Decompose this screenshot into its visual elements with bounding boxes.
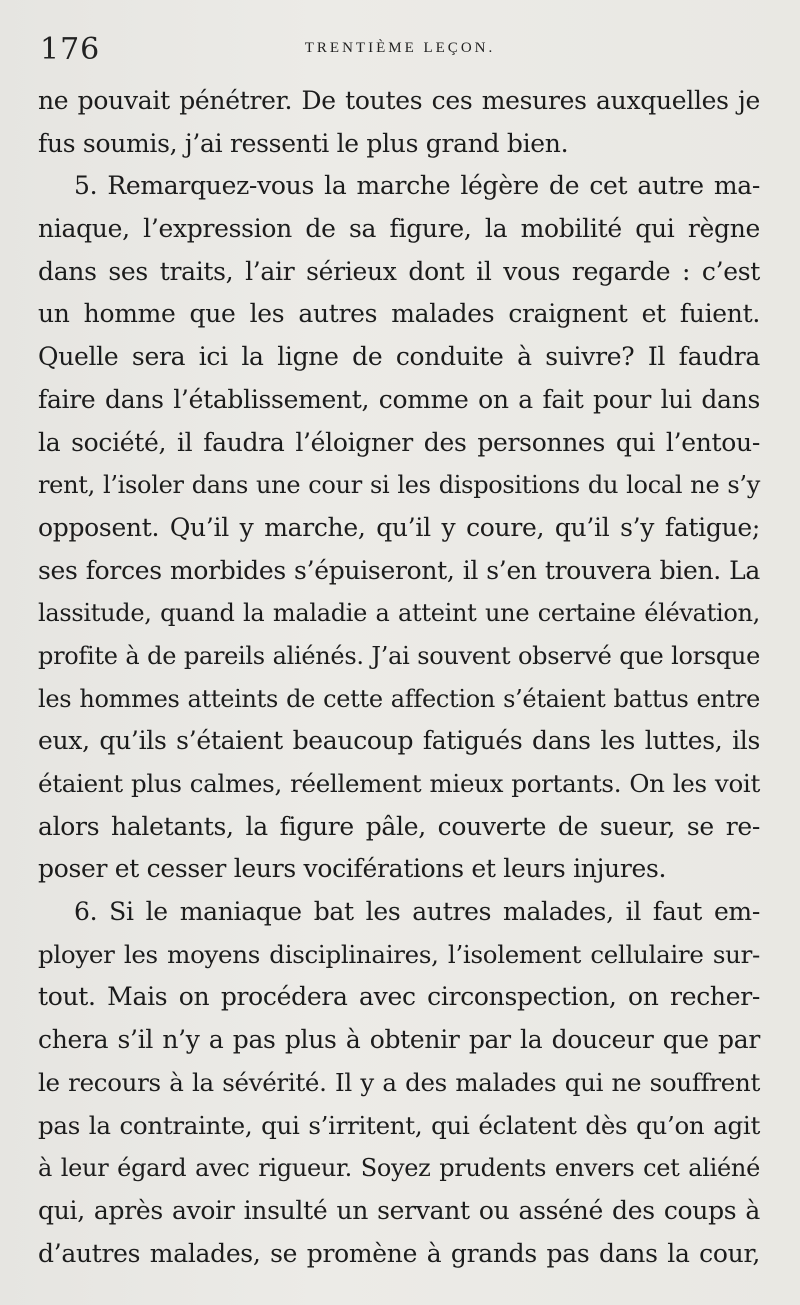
text-line: niaque, l’expression de sa figure, la mobilité qui règne <box>38 214 760 244</box>
text-line: alors haletants, la figure pâle, couverte de sueur, se re- <box>38 811 760 841</box>
text-line: étaient plus calmes, réellement mieux portants. On les voit <box>38 769 760 798</box>
text-line: tout. Mais on procédera avec circonspection, on recher- <box>38 982 760 1012</box>
text-line: poser et cesser leurs vociférations et leurs injures. <box>38 854 667 884</box>
text-line: 6. Si le maniaque bat les autres malades, il faut em- <box>74 897 760 927</box>
text-line: à leur égard avec rigueur. Soyez prudents envers cet aliéné <box>38 1154 760 1183</box>
text-line: ployer les moyens disciplinaires, l’isolement cellulaire sur- <box>38 939 760 969</box>
text-line: opposent. Qu’il y marche, qu’il y coure, qu’il s’y fatigue; <box>38 512 760 542</box>
page-header <box>40 28 760 68</box>
page-number: 176 <box>40 32 101 67</box>
text-line: qui, après avoir insulté un servant ou asséné des coups à <box>38 1195 760 1225</box>
text-line: eux, qu’ils s’étaient beaucoup fatigués dans les luttes, ils <box>38 726 760 756</box>
text-line: lassitude, quand la maladie a atteint une certaine élévation, <box>38 599 760 628</box>
text-line: chera s’il n’y a pas plus à obtenir par la douceur que par <box>38 1025 760 1055</box>
text-line: faire dans l’établissement, comme on a fait pour lui dans <box>38 384 760 414</box>
text-line: rent, l’isoler dans une cour si les dispositions du local ne s’y <box>38 471 760 500</box>
text-line: un homme que les autres malades craignent et fuient. <box>38 299 760 329</box>
body-text <box>38 80 760 1275</box>
text-line: d’autres malades, se promène à grands pas dans la cour, <box>38 1238 760 1268</box>
text-line: les hommes atteints de cette affection s’étaient battus entre <box>38 684 760 713</box>
text-line: profite à de pareils aliénés. J’ai souvent observé que lorsque <box>38 641 760 670</box>
text-line: 5. Remarquez-vous la marche légère de cet autre ma- <box>74 171 760 201</box>
text-line: fus soumis, j’ai ressenti le plus grand bien. <box>38 128 569 158</box>
text-line: dans ses traits, l’air sérieux dont il vous regarde : c’est <box>38 256 760 286</box>
text-line: le recours à la sévérité. Il y a des malades qui ne souffrent <box>38 1067 760 1097</box>
text-line: ne pouvait pénétrer. De toutes ces mesures auxquelles je <box>38 86 760 115</box>
text-line: Quelle sera ici la ligne de conduite à suivre? Il faudra <box>38 342 760 372</box>
text-line: la société, il faudra l’éloigner des personnes qui l’entou- <box>38 427 760 457</box>
text-line: ses forces morbides s’épuiseront, il s’en trouvera bien. La <box>38 555 760 585</box>
running-title: TRENTIÈME LEÇON. <box>304 40 496 56</box>
text-line: pas la contrainte, qui s’irritent, qui éclatent dès qu’on agit <box>38 1110 760 1140</box>
